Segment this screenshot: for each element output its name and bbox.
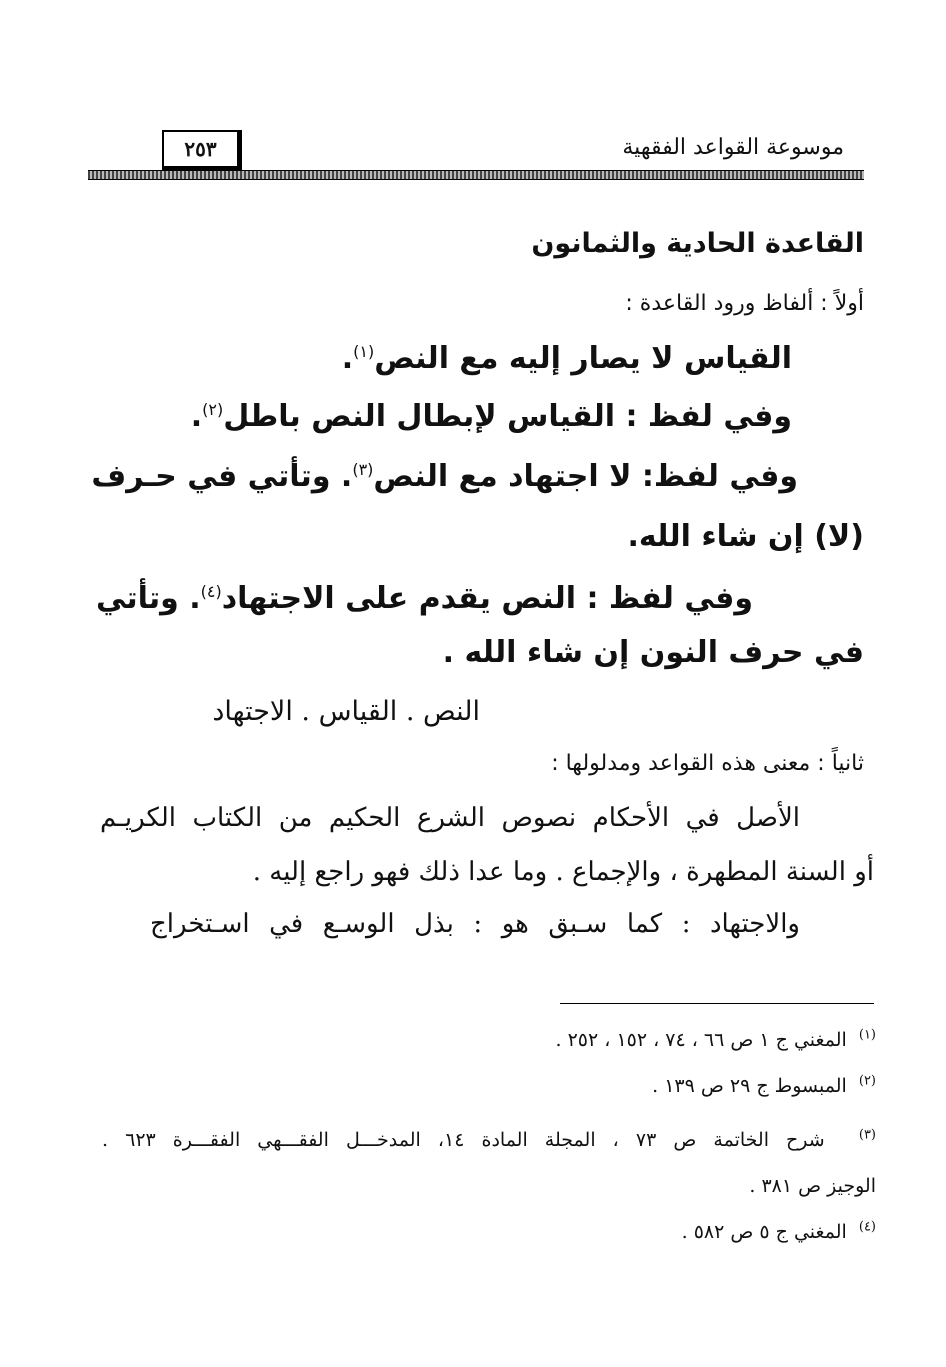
- wording-line-5: [98, 574, 753, 624]
- footnote-text: المغني ج ٥ ص ٥٨٢ .: [681, 1221, 847, 1243]
- rule-heading: القاعدة الحادية والثمانون: [531, 228, 864, 259]
- paragraph-line-1: الأصل في الأحكام نصوص الشرع الحكيم من الكتاب الكريـم: [100, 803, 800, 833]
- wording-text: وفي لفظ: لا اجتهاد مع النص: [373, 459, 798, 494]
- footnote-2: [376, 1070, 876, 1102]
- footnote-ref-1: (١): [353, 342, 375, 361]
- wording-rest: . وتأتي في حـرف: [91, 459, 353, 494]
- footnote-3-continued: الوجيز ص ٣٨١ .: [749, 1175, 876, 1197]
- keywords: النص . القياس . الاجتهاد: [212, 696, 480, 727]
- section1-title: أولاً : ألفاظ ورود القاعدة :: [625, 291, 864, 316]
- footnote-1: [376, 1024, 876, 1056]
- wording-line-6: في حرف النون إن شاء الله .: [442, 635, 864, 670]
- paragraph-line-3: والاجتهاد : كما سـبق هو : بذل الوسـع في اسـتخراج: [150, 909, 800, 939]
- wording-text: وفي لفظ : النص يقدم على الاجتهاد: [221, 581, 753, 616]
- footnote-number: (١): [858, 1027, 876, 1043]
- footnote-text: المغني ج ١ ص ٦٦ ، ٧٤ ، ١٥٢ ، ٢٥٢ .: [555, 1029, 847, 1051]
- footnote-3: [102, 1124, 876, 1156]
- wording-line-2: [92, 392, 792, 442]
- wording-end: .: [190, 399, 203, 434]
- footnote-separator: [560, 1003, 874, 1004]
- wording-line-1: [152, 334, 792, 384]
- footnote-ref-4: (٤): [200, 582, 222, 601]
- wording-line-4: (لا) إن شاء الله.: [627, 519, 864, 554]
- wording-end: .: [341, 341, 354, 376]
- wording-rest: . وتأتي: [96, 581, 201, 616]
- wording-line-3: [91, 452, 798, 502]
- footnote-number: (٤): [858, 1219, 876, 1235]
- footnote-text: المبسوط ج ٢٩ ص ١٣٩ .: [652, 1075, 847, 1097]
- page-number: ٢٥٣: [162, 130, 242, 170]
- wording-text: وفي لفظ : القياس لإبطال النص باطل: [223, 399, 792, 434]
- footnote-4: [476, 1216, 876, 1248]
- footnote-number: (٣): [858, 1127, 876, 1143]
- footnote-ref-2: (٢): [202, 400, 224, 419]
- footnote-ref-3: (٣): [352, 460, 374, 479]
- paragraph-line-2: أو السنة المطهرة ، والإجماع . وما عدا ذلك فهو راجع إليه .: [252, 857, 874, 887]
- section2-title: ثانياً : معنى هذه القواعد ومدلولها :: [551, 751, 864, 776]
- header-rule: [88, 170, 864, 180]
- footnote-text: شرح الخاتمة ص ٧٣ ، المجلة المادة ١٤، المدخـــل الفقـــهي الفقـــرة ٦٢٣ .: [102, 1129, 825, 1151]
- wording-text: القياس لا يصار إليه مع النص: [374, 341, 792, 376]
- footnote-number: (٢): [858, 1073, 876, 1089]
- book-title: موسوعة القواعد الفقهية: [622, 135, 844, 160]
